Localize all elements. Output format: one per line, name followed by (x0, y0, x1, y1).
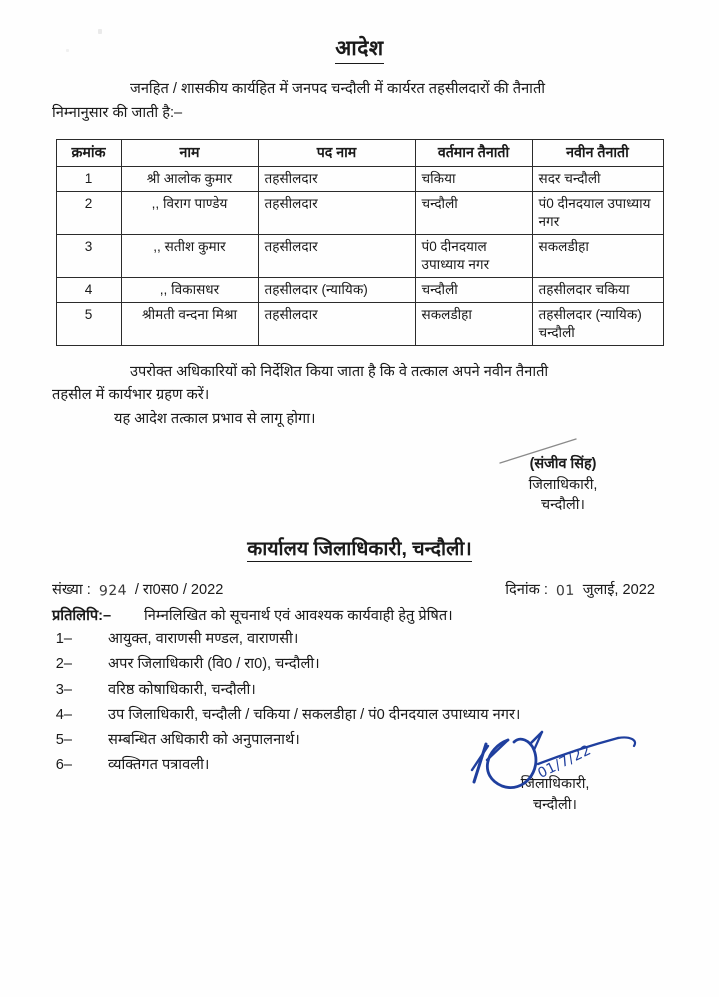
reference-number-label: संख्या : (52, 582, 91, 599)
page-title: आदेश (335, 36, 383, 64)
list-item-number: 5– (55, 731, 72, 748)
list-item-text: आयुक्त, वाराणसी मण्डल, वाराणसी। (108, 631, 299, 648)
list-item (52, 678, 667, 703)
signatory-name: (संजीव सिंह) (529, 455, 597, 472)
office-heading: कार्यालय जिलाधिकारी, चन्दौली। (247, 534, 472, 562)
column-header-sno: क्रमांक (56, 139, 121, 167)
closing-line-2: तहसील में कार्यभार ग्रहण करें। (52, 387, 210, 404)
cell-current: पं0 दीनदयाल उपाध्याय नगर (415, 235, 532, 278)
table-row (56, 192, 663, 235)
column-header-current: वर्तमान तैनाती (415, 139, 532, 167)
office-heading-wrap (0, 534, 719, 562)
cell-sno: 4 (56, 277, 121, 302)
column-header-post: पद नाम (258, 139, 415, 167)
table-row (56, 302, 663, 345)
order-title-wrap (0, 36, 719, 64)
posting-table (56, 139, 664, 346)
intro-paragraph (52, 78, 667, 125)
list-item (52, 703, 667, 728)
signature-block-top (438, 454, 688, 517)
list-item-number: 4– (55, 706, 72, 723)
list-item-text: वरिष्ठ कोषाधिकारी, चन्दौली। (108, 681, 256, 698)
reference-row (52, 579, 667, 599)
intro-line-1: जनहित / शासकीय कार्यहित में जनपद चन्दौली में कार्यरत तहसीलदारों की तैनाती (130, 81, 546, 98)
intro-line-2: निम्नानुसार की जाती है:– (52, 104, 183, 121)
list-item (52, 627, 667, 652)
table-head (56, 139, 663, 167)
table-row (56, 167, 663, 192)
reference-number-cell (52, 579, 223, 599)
closing-paragraph (52, 361, 667, 432)
reference-number-suffix: / रा0स0 / 2022 (134, 582, 224, 599)
signatory-designation: जिलाधिकारी, (528, 476, 598, 493)
list-item-number: 2– (55, 656, 72, 673)
cell-new: तहसीलदार चकिया (532, 277, 663, 302)
cell-post: तहसीलदार (258, 235, 415, 278)
cell-current: चन्दौली (415, 277, 532, 302)
cell-name: श्रीमती वन्दना मिश्रा (121, 302, 258, 345)
cell-sno: 1 (56, 167, 121, 192)
cell-current: सकलडीहा (415, 302, 532, 345)
cell-current: चन्दौली (415, 192, 532, 235)
list-item-number: 1– (55, 631, 72, 648)
cell-post: तहसीलदार (न्यायिक) (258, 277, 415, 302)
cell-new: सकलडीहा (532, 235, 663, 278)
signatory-place: चन्दौली। (541, 497, 585, 514)
signature-block-bottom (430, 742, 680, 816)
cell-new: सदर चन्दौली (532, 167, 663, 192)
table-row (56, 277, 663, 302)
cell-new: पं0 दीनदयाल उपाध्याय नगर (532, 192, 663, 235)
list-item (52, 652, 667, 677)
closing-line-3: यह आदेश तत्काल प्रभाव से लागू होगा। (114, 411, 316, 428)
list-item-number: 6– (55, 756, 72, 773)
cell-sno: 2 (56, 192, 121, 235)
list-item-text: अपर जिलाधिकारी (वि0 / रा0), चन्दौली। (108, 656, 320, 673)
copy-to-header (52, 605, 667, 625)
column-header-name: नाम (121, 139, 258, 167)
copy-to-label: प्रतिलिपि:– (52, 608, 112, 625)
reference-number-handwritten: 924 (98, 582, 128, 600)
cell-current: चकिया (415, 167, 532, 192)
cell-post: तहसीलदार (258, 192, 415, 235)
cell-post: तहसीलदार (258, 302, 415, 345)
reference-date-label: दिनांक : (505, 582, 548, 599)
list-item-number: 3– (55, 681, 72, 698)
cell-name: ,, विकासधर (121, 277, 258, 302)
table-header-row (56, 139, 663, 167)
list-item-text: उप जिलाधिकारी, चन्दौली / चकिया / सकलडीहा / पं0 दीनदयाल उपाध्याय नगर। (108, 706, 521, 723)
cell-sno: 5 (56, 302, 121, 345)
column-header-new: नवीन तैनाती (532, 139, 663, 167)
list-item-text: सम्बन्धित अधिकारी को अनुपालनार्थ। (108, 731, 300, 748)
cell-new: तहसीलदार (न्यायिक) चन्दौली (532, 302, 663, 345)
cell-post: तहसीलदार (258, 167, 415, 192)
table-body (56, 167, 663, 346)
cell-sno: 3 (56, 235, 121, 278)
signatory-designation: जिलाधिकारी, (520, 775, 590, 792)
signatory-place: चन्दौली। (533, 796, 577, 813)
list-item-text: व्यक्तिगत पत्रावली। (108, 756, 210, 773)
table-row (56, 235, 663, 278)
cell-name: ,, विराग पाण्डेय (121, 192, 258, 235)
copy-to-intro: निम्नलिखित को सूचनार्थ एवं आवश्यक कार्यवाही हेतु प्रेषित। (144, 608, 453, 625)
signature-date-handwritten: 01/7/22 (535, 742, 595, 782)
closing-line-1: उपरोक्त अधिकारियों को निर्देशित किया जाता है कि वे तत्काल अपने नवीन तैनाती (130, 363, 549, 380)
posting-table-wrap (0, 139, 719, 346)
cell-name: श्री आलोक कुमार (121, 167, 258, 192)
reference-date-rest: जुलाई, 2022 (582, 582, 655, 599)
reference-date-cell (505, 579, 655, 599)
reference-date-handwritten: 01 (555, 582, 575, 600)
cell-name: ,, सतीश कुमार (121, 235, 258, 278)
